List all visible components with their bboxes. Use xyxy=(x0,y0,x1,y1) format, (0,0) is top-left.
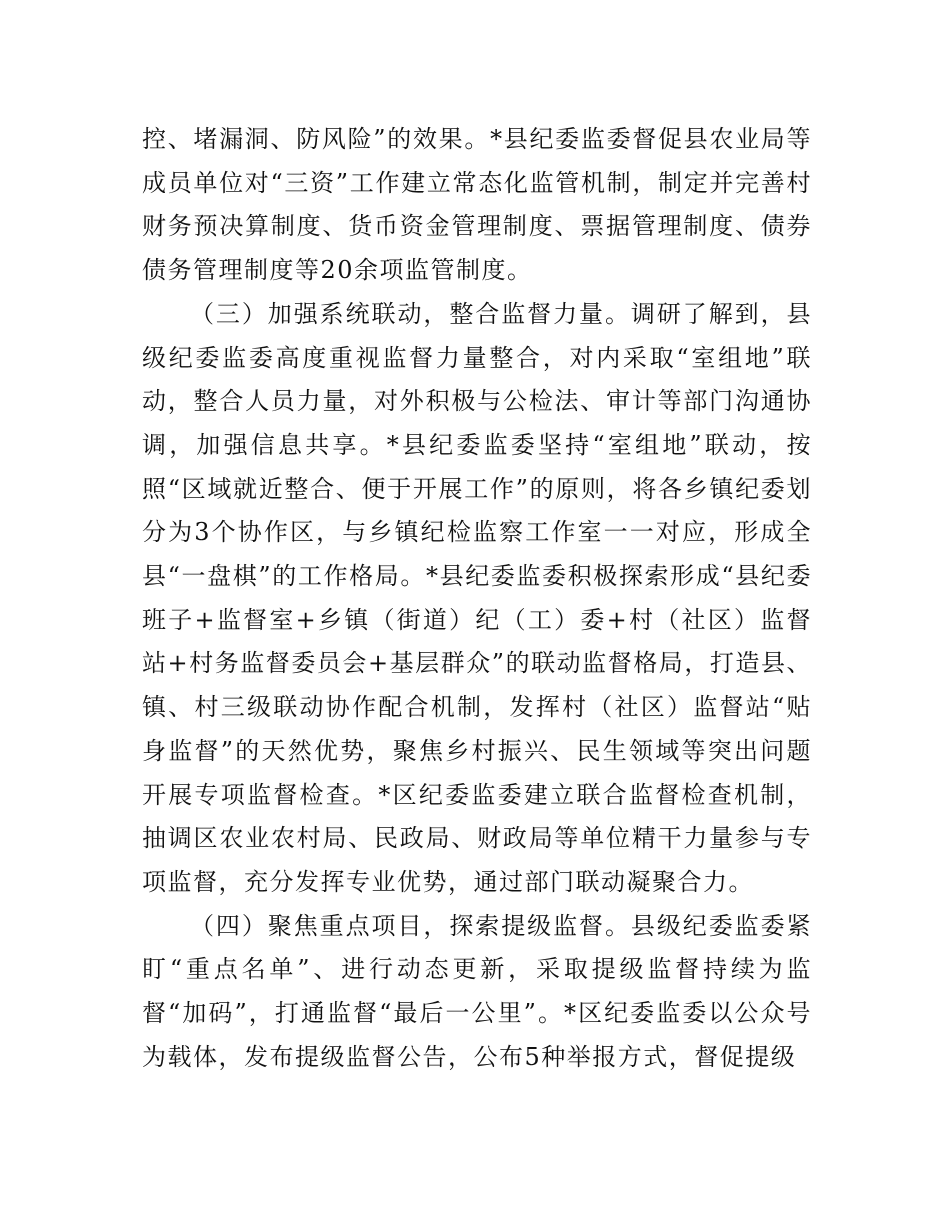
paragraph-continuation: 控、堵漏洞、防风险”的效果。*县纪委监委督促县农业局等成员单位对“三资”工作建立常态化监管机制，制定并完善村财务预决算制度、货币资金管理制度、票据管理制度、债券债务管理制度等20余项监管制度。 xyxy=(142,125,812,285)
paragraph-section-four: （四）聚焦重点项目，探索提级监督。县级纪委监委紧盯“重点名单”、进行动态更新，采取提级监督持续为监督“加码”，打通监督“最后一公里”。*区纪委监委以公众号为载体，发布提级监督公告，公布5种举报方式，督促提级 xyxy=(142,911,812,1071)
document-page xyxy=(142,118,812,1079)
paragraph-section-three: （三）加强系统联动，整合监督力量。调研了解到，县级纪委监委高度重视监督力量整合，对内采取“室组地”联动，整合人员力量，对外积极与公检法、审计等部门沟通协调，加强信息共享。*县纪委监委坚持“室组地”联动，按照“区域就近整合、便于开展工作”的原则，将各乡镇纪委划分为3个协作区，与乡镇纪检监察工作室一一对应，形成全县“一盘棋”的工作格局。*县纪委监委积极探索形成“县纪委班子+监督室+乡镇（街道）纪（工）委+村（社区）监督站+村务监督委员会+基层群众”的联动监督格局，打造县、镇、村三级联动协作配合机制，发挥村（社区）监督站“贴身监督”的天然优势，聚焦乡村振兴、民生领域等突出问题开展专项监督检查。*区纪委监委建立联合监督检查机制，抽调区农业农村局、民政局、财政局等单位精干力量参与专项监督，充分发挥专业优势，通过部门联动凝聚合力。 xyxy=(142,299,812,896)
